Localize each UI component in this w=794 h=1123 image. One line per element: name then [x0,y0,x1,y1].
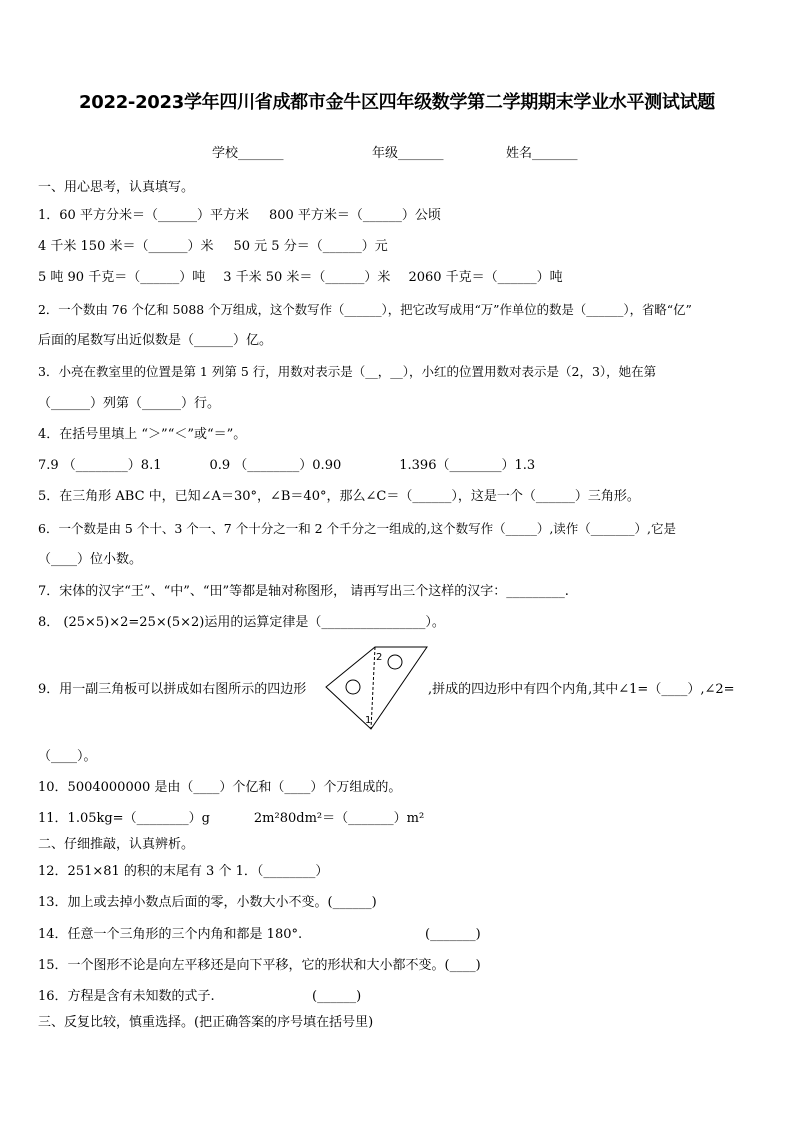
quadrilateral-figure [325,643,429,733]
section-1-heading: 一、用心思考，认真填写。 [38,180,195,195]
q1b[interactable]: 800 平方米＝（______）公顷 [268,208,441,223]
question-12[interactable]: 12．251×81 的积的末尾有 3 个 1．（________） [38,864,329,879]
section-2-heading: 二、仔细推敲，认真辨析。 [38,837,195,852]
grade-field[interactable]: 年级_______ [372,146,444,161]
angle-1-label: 1 [365,715,372,726]
angle-2-label: 2 [376,652,383,663]
question-16: 16．方程是含有未知数的式子. [38,989,215,1004]
q4b[interactable]: 0.9 （________）0.90 [209,458,342,473]
question-16-answer[interactable]: (______) [312,989,362,1004]
question-4-line-2 [38,458,535,474]
question-6-line-2[interactable]: （____）位小数。 [38,552,143,567]
q4a[interactable]: 7.9 （________）8.1 [38,458,162,473]
question-11 [38,811,424,827]
diagonal-line [371,647,375,729]
q4c[interactable]: 1.396（________）1.3 [399,458,536,473]
question-14-answer[interactable]: (_______) [425,927,481,942]
q1f[interactable]: 3 千米 50 米＝（______）米 [223,270,391,285]
question-2-line-2[interactable]: 后面的尾数写出近似数是（______）亿。 [38,333,273,348]
name-field[interactable]: 姓名_______ [506,146,578,161]
question-9-line-2[interactable]: （____）。 [38,749,97,764]
question-3-line-2[interactable]: （______）列第（______）行。 [38,396,221,411]
q11a[interactable]: 11．1.05kg=（________）g [38,811,210,826]
question-7[interactable]: 7．宋体的汉字“王”、“中”、“田”等都是轴对称图形， 请再写出三个这样的汉字：_________. [38,584,569,599]
question-1-line-2 [38,239,388,255]
q1g[interactable]: 2060 千克＝（______）吨 [408,270,563,285]
school-field[interactable]: 学校_______ [212,146,284,161]
circle-left [346,680,360,694]
question-9-right[interactable]: ,拼成的四边形中有四个内角,其中∠1=（____）,∠2= [428,682,735,697]
question-13[interactable]: 13．加上或去掉小数点后面的零，小数大小不变。(______) [38,895,377,910]
question-3-line-1[interactable]: 3．小亮在教室里的位置是第 1 列第 5 行，用数对表示是（__，__），小红的位置用数对表示是（2，3），她在第 [38,364,657,379]
question-6-line-1[interactable]: 6．一个数是由 5 个十、3 个一、7 个十分之一和 2 个千分之一组成的,这个数写作（_____）,读作（_______）,它是 [38,521,677,536]
question-14: 14．任意一个三角形的三个内角和都是 180°. [38,927,303,942]
question-2-line-1[interactable]: 2．一个数由 76 个亿和 5088 个万组成，这个数写作（______），把它改写成用“万”作单位的数是（______），省略“亿” [38,302,692,317]
q1c[interactable]: 4 千米 150 米＝（______）米 [38,239,214,254]
question-9-left: 9．用一副三角板可以拼成如右图所示的四边形 [38,682,307,697]
question-10[interactable]: 10．5004000000 是由（____）个亿和（____）个万组成的。 [38,780,402,795]
q1e[interactable]: 5 吨 90 千克＝（______）吨 [38,270,206,285]
q11b[interactable]: 2m²80dm²＝（_______）m² [253,811,425,826]
circle-right [388,655,402,669]
question-8[interactable]: 8． (25×5)×2=25×(5×2)运用的运算定律是（________________）。 [38,615,445,630]
question-4-line-1: 4．在括号里填上 “＞”“＜”或“＝”。 [38,427,247,442]
question-1-line-3 [38,270,563,286]
section-3-heading: 三、反复比较，慎重选择。(把正确答案的序号填在括号里) [38,1015,374,1030]
q1a[interactable]: 1．60 平方分米＝（______）平方米 [38,208,249,223]
question-1-line-1 [38,208,441,224]
question-15[interactable]: 15．一个图形不论是向左平移还是向下平移，它的形状和大小都不变。(____) [38,958,481,973]
q1d[interactable]: 50 元 5 分＝（______）元 [233,239,388,254]
page-title: 2022-2023学年四川省成都市金牛区四年级数学第二学期期末学业水平测试试题 [79,92,715,113]
question-5[interactable]: 5．在三角形 ABC 中，已知∠A＝30°，∠B＝40°，那么∠C＝（______），这是一个（______）三角形。 [38,489,640,504]
